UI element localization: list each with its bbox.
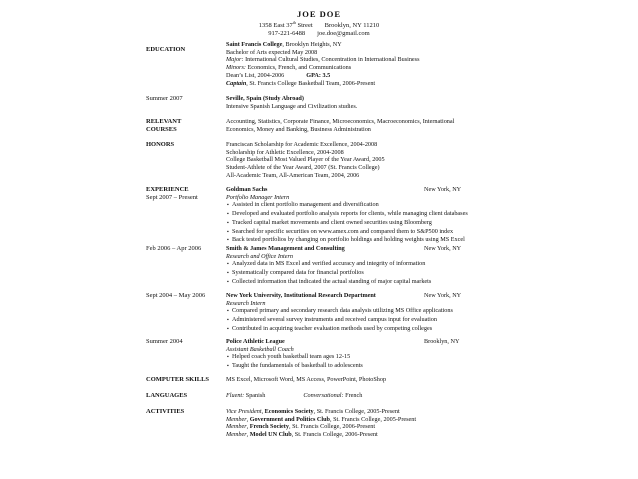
street-suffix: Street [295,22,313,30]
activity-role: Member [226,423,247,431]
street: 1358 East 37 [258,22,293,30]
job-bullet: Compared primary and secondary research data analysis utilizing MS Office applications [232,307,453,315]
deans-list: Dean’s List, 2004-2006 [226,71,285,79]
bullet-icon: ▪ [227,238,229,244]
bullet-icon: ▪ [227,262,229,268]
activity-detail: , St. Francis College, 2005-Present [313,408,400,415]
job-bullet: Developed and evaluated portfolio analysis reports for clients, while managing client databases [232,210,468,218]
degree: Bachelor of Arts expected May 2008 [226,48,318,56]
job-date: Sept 2004 – May 2006 [146,292,206,299]
school-location: , Brooklyn Heights, NY [282,41,342,48]
courses-label-1: RELEVANT [146,118,182,125]
courses-line-2: Economics, Money and Banking, Business Administration [226,125,371,133]
job-bullet: Taught the fundamentals of basketball to adolescents [232,362,363,370]
job-bullet: Collected information that indicated the actual standing of major capital markets [232,277,432,285]
city: Brooklyn, NY 11210 [324,22,380,30]
school-name: Saint Francis College [226,41,283,48]
education-block [226,41,526,87]
section-label-courses [146,118,181,134]
activity-item [226,408,526,416]
section-label-honors: HONORS [146,141,175,148]
minors-label: Minors: [226,64,246,72]
activity-sep: , [261,408,265,415]
bullet-icon: ▪ [227,212,229,218]
conversational-label: Conversational: [303,392,344,399]
skills-text: MS Excel, Microsoft Word, MS Access, PowerPoint, PhotoShop [226,376,387,383]
honor-item: Student-Athlete of the Year Award, 2007 (St. Francis College) [226,164,380,172]
honor-item: College Basketball Most Valued Player of the Year Award, 2005 [226,156,385,164]
activity-detail: , St. Francis College, 2006-Present [291,431,378,439]
job-location: Brooklyn, NY [424,338,460,345]
job-company: Goldman Sachs [226,186,268,193]
courses-block [226,118,526,133]
activity-item [226,423,526,431]
activity-detail: , St. Francis College, 2005-Present [330,415,417,423]
abroad-date: Summer 2007 [146,95,183,102]
bullet-icon: ▪ [227,364,229,370]
major: International Cultural Studies, Concentration in International Business [243,56,420,64]
job-block-pal [226,338,526,371]
job-bullet: Administered several survey instruments and received campus input for evaluation [232,316,437,324]
activity-sep: , [246,423,250,431]
job-company: Police Athletic League [226,338,285,345]
section-label-education: EDUCATION [146,46,186,53]
honors-block [226,141,526,180]
candidate-name: JOE DOE [296,9,342,19]
activity-sep: , [246,415,250,423]
job-bullet: Contributed in acquiring teacher evaluation methods used by competing colleges [232,324,433,332]
contact-line [0,30,638,37]
abroad-title: Seville, Spain (Study Abroad) [226,95,304,102]
job-bullet: Searched for specific securities on www.amex.com and compared them to S&P500 index [232,227,454,235]
gpa: GPA: 3.5 [306,71,331,79]
job-block-nyu [226,292,526,334]
bullet-icon: ▪ [227,229,229,235]
bullet-icon: ▪ [227,271,229,277]
bullet-icon: ▪ [227,318,229,324]
section-label-activities: ACTIVITIES [146,408,185,415]
languages-block [226,392,526,400]
job-date: Summer 2004 [146,338,183,345]
activity-detail: , St. Francis College, 2006-Present [288,423,376,431]
job-company: New York University, Institutional Research Department [226,292,376,299]
job-location: New York, NY [424,245,462,252]
honor-item: Scholarship for Athletic Excellence, 2004-2008 [226,148,344,156]
phone: 917-221-6488 [268,30,306,37]
job-location: New York, NY [424,186,462,193]
captain-detail: , St. Francis College Basketball Team, 2006-Present [246,79,376,87]
activity-item [226,416,526,424]
activity-item [226,431,526,439]
courses-label-2: COURSES [146,126,177,133]
major-label: Major: [226,56,244,64]
activity-role: Member [226,431,247,439]
courses-line-1: Accounting, Statistics, Corporate Finance, Microeconomics, Macroeconomics, International [226,118,455,125]
activity-role: Member [226,415,247,423]
activity-role: Vice President [226,408,262,415]
job-bullet: Analyzed data in MS Excel and verified accuracy and integrity of information [232,260,426,268]
bullet-icon: ▪ [227,309,229,315]
job-bullet: Back tested portfolios by changing on portfolio holdings and holding weights using MS Excel [232,236,465,244]
address-line [0,20,638,29]
bullet-icon: ▪ [227,326,229,332]
honor-item: Franciscan Scholarship for Academic Excellence, 2004-2008 [226,141,378,148]
section-label-skills: COMPUTER SKILLS [146,376,210,383]
activity-org: Government and Politics Club [249,415,330,423]
job-bullet: Helped coach youth basketball team ages 12-15 [232,353,351,361]
captain-label: Captain [226,79,247,87]
email[interactable]: joe.doe@gmail.com [317,30,370,37]
activity-org: French Society [249,423,289,431]
job-location: New York, NY [424,292,462,299]
honor-item: All-Academic Team, All-American Team, 2004, 2006 [226,171,360,179]
activities-block [226,408,526,439]
job-title: Portfolio Manager Intern [226,193,290,201]
job-bullet: Assisted in client portfolio management and diversification [232,201,379,209]
bullet-icon: ▪ [227,203,229,209]
conversational-value: French [343,392,363,399]
activity-org: Economics Society [264,408,314,415]
activity-sep: , [246,431,250,439]
fluent-label: Fluent: [226,392,245,399]
activity-org: Model UN Club [249,431,292,439]
job-title: Assistant Basketball Coach [226,345,294,353]
job-company: Smith & James Management and Consulting [226,245,345,252]
job-bullet: Tracked capital market movements and client owned securities using Bloomberg [232,218,432,226]
job-block-goldman [226,186,526,245]
section-label-experience: EXPERIENCE [146,186,189,193]
job-title: Research and Office Intern [226,252,293,260]
job-bullet: Systematically compared data for financial portfolios [232,269,364,277]
job-date: Sept 2007 – Present [146,194,198,201]
abroad-desc: Intensive Spanish Language and Civilization studies. [226,102,358,110]
street-suffix-sup: th [292,20,296,25]
job-date: Feb 2006 – Apr 2006 [146,245,202,252]
bullet-icon: ▪ [227,279,229,285]
job-block-smith-james [226,245,526,287]
abroad-block [226,95,526,110]
bullet-icon: ▪ [227,220,229,226]
minors: Economics, French, and Communications [245,64,352,72]
section-label-languages: LANGUAGES [146,392,188,399]
fluent-value: Spanish [244,392,266,399]
bullet-icon: ▪ [227,355,229,361]
job-title: Research Intern [226,299,266,307]
